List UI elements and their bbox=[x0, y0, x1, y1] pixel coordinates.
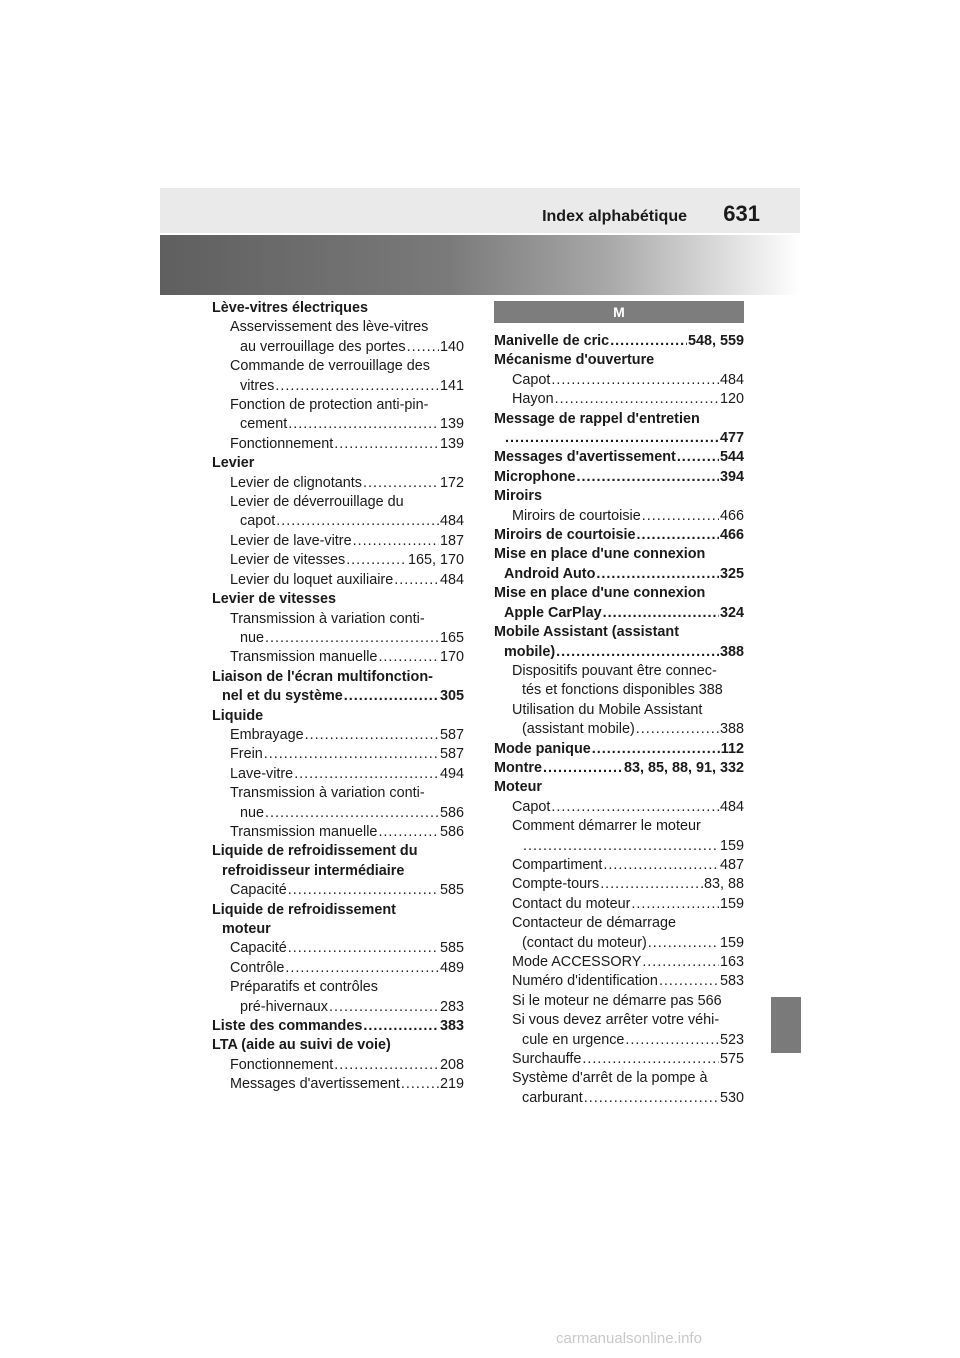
entry-page: 585 bbox=[439, 940, 464, 957]
index-entry bbox=[212, 959, 464, 978]
entry-page: 587 bbox=[439, 746, 464, 763]
dot-leader bbox=[265, 804, 439, 823]
entry-label: Liste des commandes bbox=[212, 1018, 363, 1035]
entry-label: Capot bbox=[512, 371, 551, 388]
dot-leader bbox=[551, 371, 719, 390]
index-entry: Comment démarrer le moteur bbox=[512, 818, 701, 835]
entry-page: 544 bbox=[719, 449, 744, 466]
index-entry bbox=[212, 765, 464, 784]
entry-label: Android Auto bbox=[504, 565, 596, 582]
entry-page: 159 bbox=[719, 934, 744, 951]
dot-leader bbox=[288, 415, 439, 434]
index-entry bbox=[494, 875, 744, 894]
entry-label: Mode ACCESSORY bbox=[512, 954, 642, 970]
index-entry bbox=[494, 837, 744, 856]
index-entry: LTA (aide au suivi de voie) bbox=[212, 1037, 391, 1054]
index-entry bbox=[212, 629, 464, 648]
dot-leader bbox=[642, 507, 719, 526]
index-entry: Mise en place d'une connexion bbox=[494, 585, 706, 602]
entry-page: 159 bbox=[719, 837, 744, 854]
index-entry bbox=[494, 526, 744, 545]
thumb-index-tab bbox=[771, 997, 801, 1053]
index-column-right bbox=[494, 299, 744, 1108]
index-entry: Mobile Assistant (assistant bbox=[494, 624, 679, 641]
index-entry: Transmission à variation conti- bbox=[230, 785, 425, 802]
entry-label: Messages d'avertissement bbox=[494, 449, 676, 466]
index-entry bbox=[494, 371, 744, 390]
entry-page: 325 bbox=[719, 565, 744, 582]
entry-page: 83, 85, 88, 91, 332 bbox=[623, 759, 744, 776]
dot-leader bbox=[378, 648, 439, 667]
index-entry bbox=[212, 1075, 464, 1094]
entry-page: 394 bbox=[719, 468, 744, 485]
index-entry: Liquide bbox=[212, 707, 264, 724]
entry-page: 140 bbox=[439, 338, 464, 355]
dot-leader bbox=[523, 837, 719, 856]
index-entry: Lève-vitres électriques bbox=[212, 300, 368, 316]
entry-page: 494 bbox=[439, 765, 464, 782]
index-entry bbox=[212, 532, 464, 551]
index-entry: Fonction de protection anti-pin- bbox=[230, 397, 429, 414]
entry-page: 208 bbox=[439, 1056, 464, 1073]
index-entry: Message de rappel d'entretien bbox=[494, 410, 700, 427]
entry-label: Apple CarPlay bbox=[504, 604, 602, 621]
dot-leader bbox=[394, 571, 439, 590]
dot-leader bbox=[648, 934, 719, 953]
entry-label: Miroirs de courtoisie bbox=[512, 507, 641, 524]
entry-page: 159 bbox=[719, 895, 744, 912]
entry-page: 583 bbox=[719, 973, 744, 990]
entry-label: Mode panique bbox=[494, 740, 591, 757]
dot-leader bbox=[582, 1050, 719, 1069]
entry-label: Surchauffe bbox=[512, 1051, 582, 1068]
entry-page: 484 bbox=[439, 513, 464, 530]
index-entry bbox=[212, 1017, 464, 1036]
index-entry bbox=[494, 972, 744, 991]
index-entry: Liquide de refroidissement bbox=[212, 901, 396, 918]
entry-label: Contact du moteur bbox=[512, 895, 631, 912]
entry-label: Capot bbox=[512, 798, 551, 815]
entry-page: 324 bbox=[719, 604, 744, 621]
dot-leader bbox=[378, 823, 439, 842]
header-band bbox=[160, 235, 800, 295]
entry-label: Lave-vitre bbox=[230, 765, 294, 782]
index-entry bbox=[494, 934, 744, 953]
dot-leader bbox=[264, 745, 439, 764]
index-entry: Mécanisme d'ouverture bbox=[494, 352, 655, 369]
index-entry bbox=[494, 390, 744, 409]
index-entry bbox=[212, 745, 464, 764]
index-entry bbox=[494, 448, 744, 467]
dot-leader bbox=[344, 687, 439, 706]
entry-page: 388 bbox=[719, 643, 744, 660]
index-entry: Utilisation du Mobile Assistant bbox=[512, 701, 703, 718]
index-entry bbox=[212, 338, 464, 357]
dot-leader bbox=[659, 972, 719, 991]
index-entry: tés et fonctions disponibles 388 bbox=[522, 682, 723, 699]
entry-page: 388 bbox=[719, 721, 744, 738]
page-header bbox=[160, 188, 800, 233]
index-entry: Liquide de refroidissement du bbox=[212, 843, 418, 860]
entry-label: Frein bbox=[230, 746, 263, 763]
entry-label: Capacité bbox=[230, 940, 287, 957]
dot-leader bbox=[294, 765, 439, 784]
index-entry: Dispositifs pouvant être connec- bbox=[512, 662, 717, 679]
index-entry: Si le moteur ne démarre pas 566 bbox=[512, 992, 722, 1009]
entry-label: Fonctionnement bbox=[230, 1056, 334, 1073]
index-entry: Liaison de l'écran multifonction- bbox=[212, 668, 433, 685]
entry-label: carburant bbox=[522, 1089, 583, 1106]
watermark: carmanualsonline.info bbox=[556, 1330, 702, 1347]
index-entry bbox=[212, 804, 464, 823]
entry-page: 466 bbox=[719, 507, 744, 524]
entry-page: 484 bbox=[719, 798, 744, 815]
entry-label: capot bbox=[240, 513, 276, 530]
entry-label: pré-hivernaux bbox=[240, 998, 328, 1015]
dot-leader bbox=[631, 895, 719, 914]
index-entry: Miroirs bbox=[494, 488, 542, 505]
section-letter: M bbox=[494, 301, 744, 323]
entry-label: nue bbox=[240, 629, 265, 646]
entry-label: Compartiment bbox=[512, 856, 603, 873]
entry-label: cement bbox=[240, 416, 288, 433]
index-entry bbox=[494, 643, 744, 662]
index-entry bbox=[494, 507, 744, 526]
dot-leader bbox=[401, 1075, 439, 1094]
dot-leader bbox=[288, 881, 439, 900]
dot-leader bbox=[288, 939, 439, 958]
entry-label: mobile) bbox=[504, 643, 556, 660]
entry-page: 530 bbox=[719, 1089, 744, 1106]
entry-label: cule en urgence bbox=[522, 1031, 625, 1048]
index-entry bbox=[212, 823, 464, 842]
entry-label: (contact du moteur) bbox=[522, 934, 647, 951]
entry-label: Fonctionnement bbox=[230, 435, 334, 452]
index-entry bbox=[494, 1050, 744, 1069]
index-entry bbox=[212, 998, 464, 1017]
dot-leader bbox=[363, 474, 439, 493]
index-entry bbox=[212, 648, 464, 667]
entry-page: 219 bbox=[439, 1076, 464, 1093]
index-entry bbox=[494, 468, 744, 487]
index-entry bbox=[212, 377, 464, 396]
entry-label: Montre bbox=[494, 759, 542, 776]
index-entry bbox=[212, 1056, 464, 1075]
index-entry: Transmission à variation conti- bbox=[230, 610, 425, 627]
entry-label: Capacité bbox=[230, 882, 287, 899]
index-entry: Mise en place d'une connexion bbox=[494, 546, 706, 563]
entry-page: 489 bbox=[439, 959, 464, 976]
index-entry bbox=[494, 429, 744, 448]
index-entry: Levier de déverrouillage du bbox=[230, 494, 404, 511]
index-entry bbox=[494, 1031, 744, 1050]
dot-leader bbox=[265, 629, 439, 648]
index-entry: Préparatifs et contrôles bbox=[230, 979, 378, 996]
entry-page: 585 bbox=[439, 882, 464, 899]
entry-label: Levier du loquet auxiliaire bbox=[230, 571, 394, 588]
index-entry bbox=[494, 720, 744, 739]
entry-page: 187 bbox=[439, 532, 464, 549]
dot-leader bbox=[551, 798, 719, 817]
index-entry bbox=[494, 740, 744, 759]
index-entry bbox=[494, 565, 744, 584]
entry-label: Contrôle bbox=[230, 959, 285, 976]
index-column-left bbox=[212, 299, 464, 1095]
entry-page: 466 bbox=[719, 527, 744, 544]
dot-leader bbox=[407, 338, 439, 357]
entry-label: Messages d'avertissement bbox=[230, 1076, 400, 1093]
dot-leader bbox=[600, 875, 703, 894]
header-title: Index alphabétique bbox=[542, 208, 687, 225]
index-entry bbox=[494, 332, 744, 351]
entry-page: 172 bbox=[439, 474, 464, 491]
entry-page: 120 bbox=[719, 391, 744, 408]
entry-page: 283 bbox=[439, 998, 464, 1015]
entry-page: 477 bbox=[719, 430, 744, 447]
dot-leader bbox=[505, 429, 719, 448]
entry-label: Microphone bbox=[494, 468, 576, 485]
index-entry bbox=[494, 798, 744, 817]
dot-leader bbox=[556, 643, 719, 662]
entry-label: Compte-tours bbox=[512, 876, 600, 893]
dot-leader bbox=[346, 551, 407, 570]
entry-page: 165 bbox=[439, 629, 464, 646]
entry-page: 484 bbox=[439, 571, 464, 588]
entry-page: 586 bbox=[439, 823, 464, 840]
index-entry: Commande de verrouillage des bbox=[230, 358, 430, 375]
entry-label: (assistant mobile) bbox=[522, 721, 635, 738]
entry-page: 139 bbox=[439, 416, 464, 433]
entry-page: 487 bbox=[719, 856, 744, 873]
entry-page: 575 bbox=[719, 1051, 744, 1068]
entry-label: Miroirs de courtoisie bbox=[494, 527, 636, 544]
index-entry bbox=[494, 856, 744, 875]
entry-label: Hayon bbox=[512, 391, 554, 408]
dot-leader bbox=[592, 740, 720, 759]
entry-page: 587 bbox=[439, 726, 464, 743]
index-entry bbox=[212, 435, 464, 454]
index-entry bbox=[212, 881, 464, 900]
dot-leader bbox=[276, 512, 439, 531]
entry-label: Levier de lave-vitre bbox=[230, 532, 352, 549]
entry-page: 305 bbox=[439, 688, 464, 705]
index-entry: Levier bbox=[212, 455, 255, 472]
index-entry bbox=[212, 551, 464, 570]
entry-page: 112 bbox=[720, 740, 744, 757]
index-entry: Contacteur de démarrage bbox=[512, 915, 676, 932]
dot-leader bbox=[625, 1031, 719, 1050]
entry-label: nue bbox=[240, 804, 265, 821]
dot-leader bbox=[596, 565, 719, 584]
entry-page: 484 bbox=[719, 371, 744, 388]
entry-label: Manivelle de cric bbox=[494, 333, 610, 349]
index-entry bbox=[494, 895, 744, 914]
dot-leader bbox=[363, 1017, 439, 1036]
dot-leader bbox=[603, 604, 719, 623]
dot-leader bbox=[637, 526, 719, 545]
dot-leader bbox=[305, 726, 439, 745]
index-entry bbox=[212, 726, 464, 745]
entry-page: 83, 88 bbox=[703, 876, 744, 893]
index-entry bbox=[212, 687, 464, 706]
entry-page: 170 bbox=[439, 649, 464, 666]
index-entry bbox=[494, 1089, 744, 1108]
dot-leader bbox=[642, 953, 719, 972]
entry-label: Embrayage bbox=[230, 726, 304, 743]
dot-leader bbox=[584, 1089, 719, 1108]
dot-leader bbox=[603, 856, 719, 875]
index-entry: Levier de vitesses bbox=[212, 591, 336, 608]
entry-label: Levier de vitesses bbox=[230, 552, 346, 569]
index-entry bbox=[494, 604, 744, 623]
entry-page: 383 bbox=[439, 1018, 464, 1035]
entry-page: 163 bbox=[719, 954, 744, 970]
entry-page: 523 bbox=[719, 1031, 744, 1048]
dot-leader bbox=[677, 448, 719, 467]
dot-leader bbox=[577, 468, 719, 487]
index-entry: Si vous devez arrêter votre véhi- bbox=[512, 1012, 720, 1029]
dot-leader bbox=[334, 1056, 439, 1075]
entry-label: Levier de clignotants bbox=[230, 474, 362, 491]
dot-leader bbox=[353, 532, 439, 551]
index-entry bbox=[212, 512, 464, 531]
entry-label: Numéro d'identification bbox=[512, 973, 658, 990]
dot-leader bbox=[275, 377, 439, 396]
dot-leader bbox=[334, 435, 439, 454]
index-entry bbox=[212, 571, 464, 590]
index-entry bbox=[212, 939, 464, 958]
entry-page: 139 bbox=[439, 435, 464, 452]
entry-page: 586 bbox=[439, 804, 464, 821]
index-entry: refroidisseur intermédiaire bbox=[222, 862, 405, 879]
index-entry bbox=[212, 415, 464, 434]
dot-leader bbox=[329, 998, 439, 1017]
index-entry: Système d'arrêt de la pompe à bbox=[512, 1070, 708, 1087]
entry-page: 165, 170 bbox=[407, 552, 464, 569]
entry-page: 141 bbox=[439, 377, 464, 394]
dot-leader bbox=[610, 332, 687, 351]
index-entry bbox=[494, 759, 744, 778]
index-entry: Moteur bbox=[494, 779, 542, 796]
index-entry: Asservissement des lève-vitres bbox=[230, 319, 429, 336]
index-entry bbox=[212, 474, 464, 493]
dot-leader bbox=[285, 959, 439, 978]
dot-leader bbox=[555, 390, 719, 409]
entry-page: 548, 559 bbox=[687, 333, 744, 349]
entry-label: Transmission manuelle bbox=[230, 649, 378, 666]
index-entry bbox=[494, 953, 744, 972]
dot-leader bbox=[543, 759, 623, 778]
entry-label: vitres bbox=[240, 377, 275, 394]
dot-leader bbox=[636, 720, 719, 739]
index-entry: moteur bbox=[222, 921, 271, 937]
entry-label: au verrouillage des portes bbox=[240, 338, 406, 355]
entry-label: Transmission manuelle bbox=[230, 823, 378, 840]
entry-label: nel et du système bbox=[222, 688, 343, 705]
page-number: 631 bbox=[723, 201, 760, 226]
